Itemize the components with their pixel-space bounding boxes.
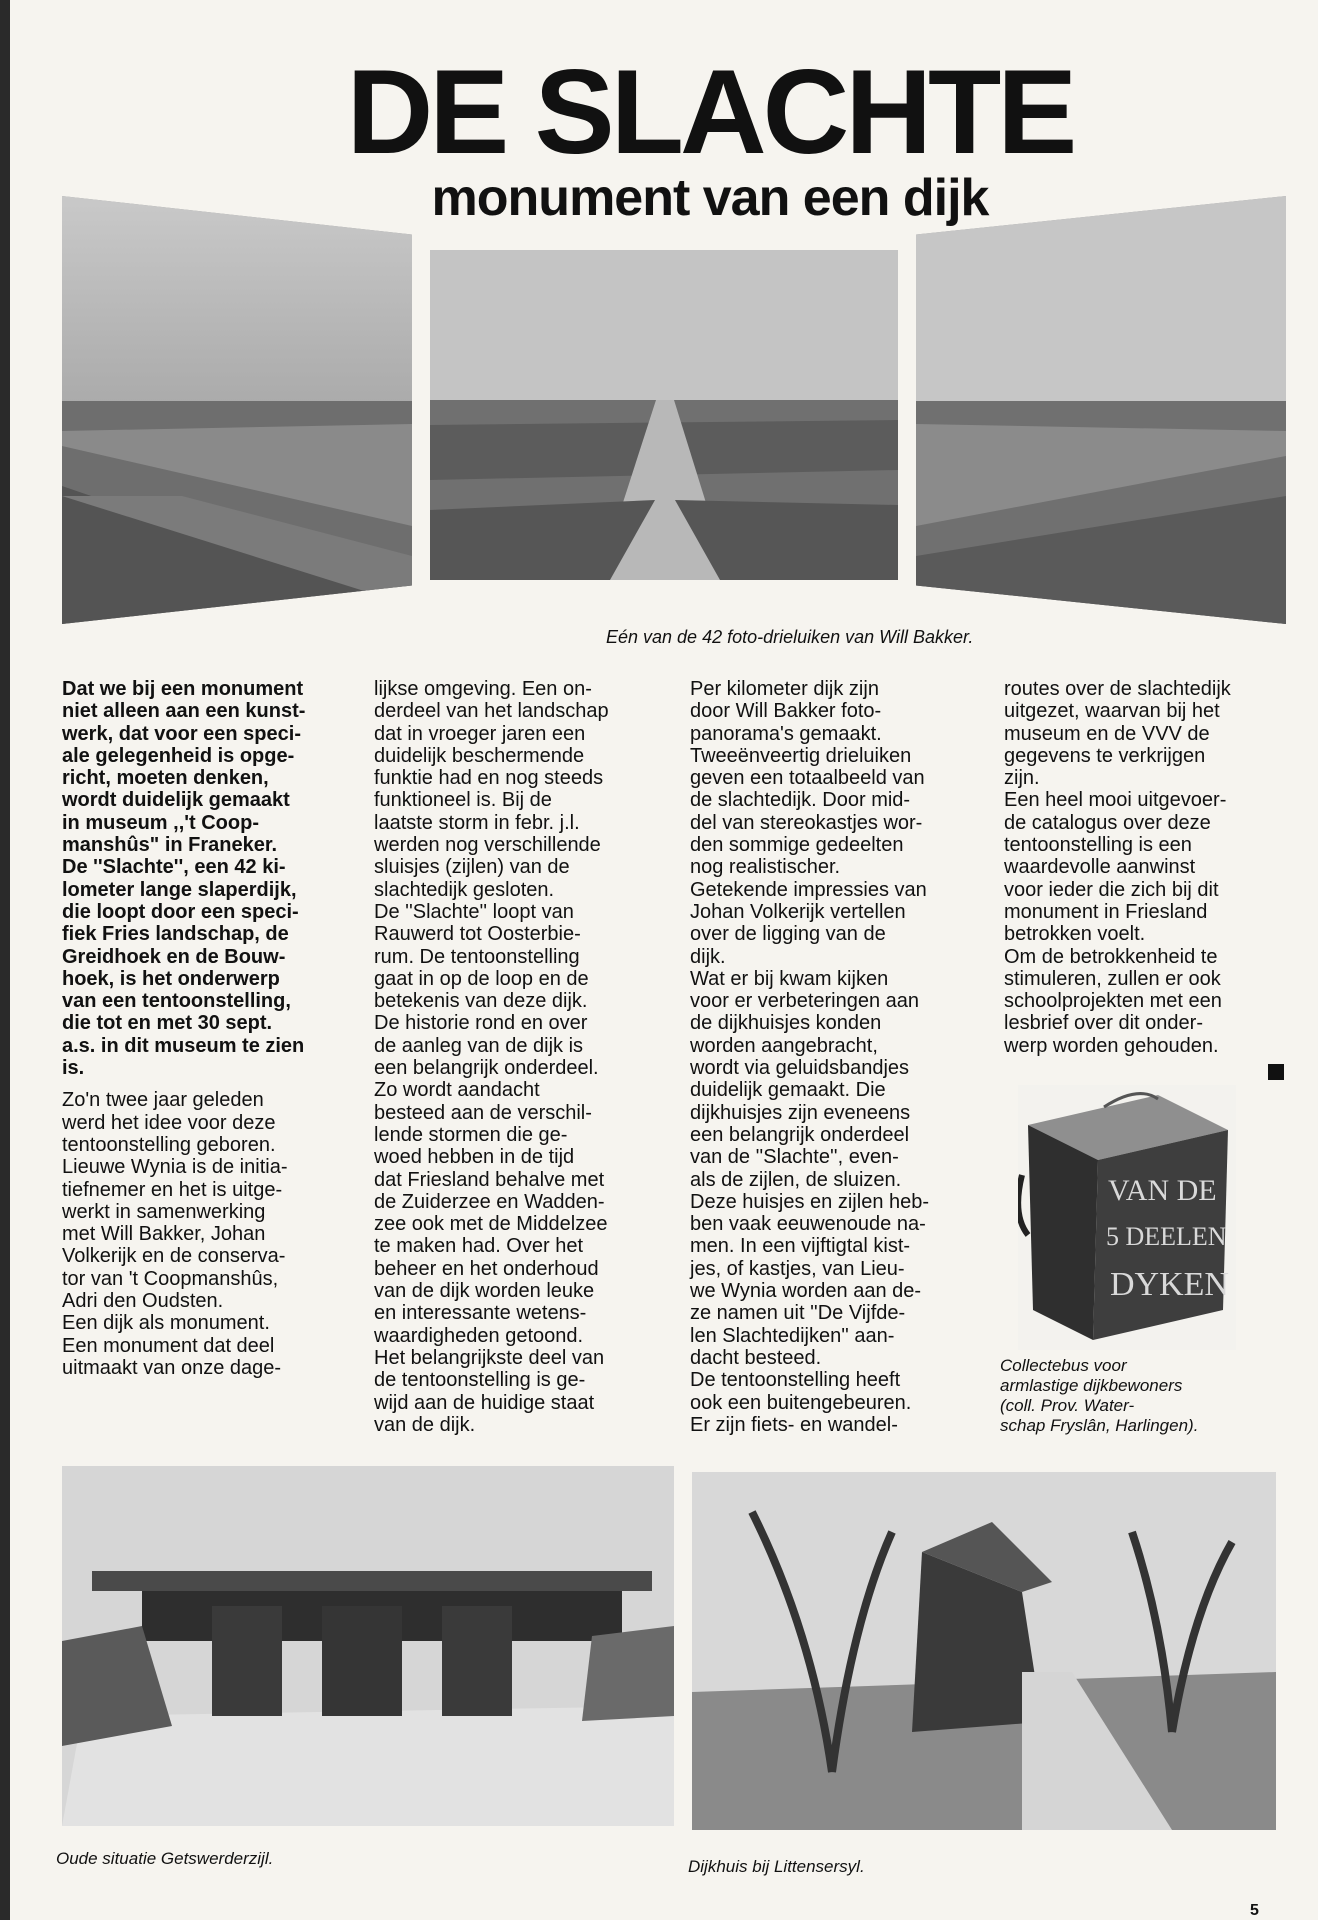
article-column-1	[62, 678, 344, 1379]
triptych-right-photo	[916, 196, 1286, 624]
getswerderzijl-caption: Oude situatie Getswerderzijl.	[56, 1849, 274, 1868]
page-number: 5	[1250, 1902, 1259, 1919]
box-label-line-3: DYKEN	[1110, 1266, 1229, 1303]
article-column-2	[374, 678, 674, 1436]
article-paragraph: Zo'n twee jaar geleden werd het idee voor deze tentoonstelling geboren. Lieuwe Wynia is de initia- tiefnemer en het is uitge- werkt in samenwerking met Will Bakker, Johan Volkerijk en de conserva- tor van 't Coopmanshûs, Adri den Oudsten. Een dijk als monument. Een monument dat deel uitmaakt van onze dage-	[62, 1089, 288, 1379]
littensersyl-caption: Dijkhuis bij Littensersyl.	[688, 1857, 865, 1876]
triptych-center-photo	[430, 250, 898, 580]
article-paragraph: lijkse omgeving. Een on- derdeel van het landschap dat in vroeger jaren een duidelijk beschermende funktie had en nog steeds funktioneel is. Bij de laatste storm in febr. j.l. werden nog verschillende sluisjes (zijlen) van de slachtedijk gesloten. De ''Slachte'' loopt van Rauwerd tot Oosterbie- rum. De tentoonstelling gaat in op de loop en de betekenis van deze dijk. De historie rond en over de aanleg van de dijk is een belangrijk onderdeel. Zo wordt aandacht besteed aan de verschil- lende stormen die ge- woed hebben in de tijd dat Friesland behalve met de Zuiderzee en Wadden- zee ook met de Middelzee te maken had. Over het beheer en het onderhoud van de dijk worden leuke en interessante wetens- waardigheden getoond. Het belangrijkste deel van de tentoonstelling is ge- wijd aan de huidige staat van de dijk.	[374, 678, 609, 1436]
littensersyl-photo	[692, 1472, 1276, 1830]
page-subtitle: monument van een dijk	[431, 169, 989, 227]
article-column-4	[1004, 678, 1284, 1057]
collection-box-caption: Collectebus voor armlastige dijkbewoners (coll. Prov. Water- schap Fryslân, Harlingen).	[1000, 1356, 1199, 1435]
end-mark	[1268, 1064, 1284, 1080]
article-lead-paragraph: Dat we bij een monument niet alleen aan een kunst- werk, dat voor een speci- ale gelegenheid is opge- richt, moeten denken, wordt duidelijk gemaakt in museum ,,'t Coop- manshûs" in Franeker. De ''Slachte'', een 42 ki- lometer lange slaperdijk, die loopt door een speci- fiek Fries landschap, de Greidhoek en de Bouw- hoek, is het onderwerp van een tentoonstelling, die tot en met 30 sept. a.s. in dit museum te zien is.	[62, 678, 306, 1080]
box-label-line-1: VAN DE	[1108, 1174, 1217, 1207]
box-label-line-2: 5 DEELEN	[1106, 1222, 1227, 1251]
article-paragraph: Per kilometer dijk zijn door Will Bakker foto- panorama's gemaakt. Tweeënveertig drieluiken geven een totaalbeeld van de slachtedijk. Door mid- del van stereokastjes wor- den sommige gedeelten nog realistischer. Getekende impressies van Johan Volkerijk vertellen over de ligging van de dijk. Wat er bij kwam kijken voor er verbeteringen aan de dijkhuisjes konden worden aangebracht, wordt via geluidsbandjes duidelijk gemaakt. Die dijkhuisjes zijn eveneens een belangrijk onderdeel van de ''Slachte'', even- als de zijlen, de sluizen. Deze huisjes en zijlen heb- ben vaak eeuwenoude na- men. In een vijftigtal kist- jes, of kastjes, van Lieu- we Wynia worden aan de- ze namen uit ''De Vijfde- len Slachtedijken'' aan- dacht besteed. De tentoonstelling heeft ook een buitengebeuren. Er zijn fiets- en wandel-	[690, 678, 930, 1436]
article-paragraph: routes over de slachtedijk uitgezet, waarvan bij het museum en de VVV de gegevens te verkrijgen zijn. Een heel mooi uitgevoer- de catalogus over deze tentoonstelling is een waardevolle aanwinst voor ieder die zich bij dit monument in Friesland betrokken voelt. Om de betrokkenheid te stimuleren, zullen er ook schoolprojekten met een lesbrief over dit onder- werp worden gehouden.	[1004, 678, 1231, 1057]
triptych-caption: Eén van de 42 foto-drieluiken van Will Bakker.	[606, 627, 974, 647]
article-column-3	[690, 678, 990, 1436]
collection-box-photo	[1018, 1085, 1236, 1350]
getswerderzijl-photo	[62, 1466, 674, 1826]
page-title: DE SLACHTE	[346, 45, 1074, 179]
triptych-left-photo	[62, 196, 412, 624]
page-edge	[0, 0, 10, 1920]
